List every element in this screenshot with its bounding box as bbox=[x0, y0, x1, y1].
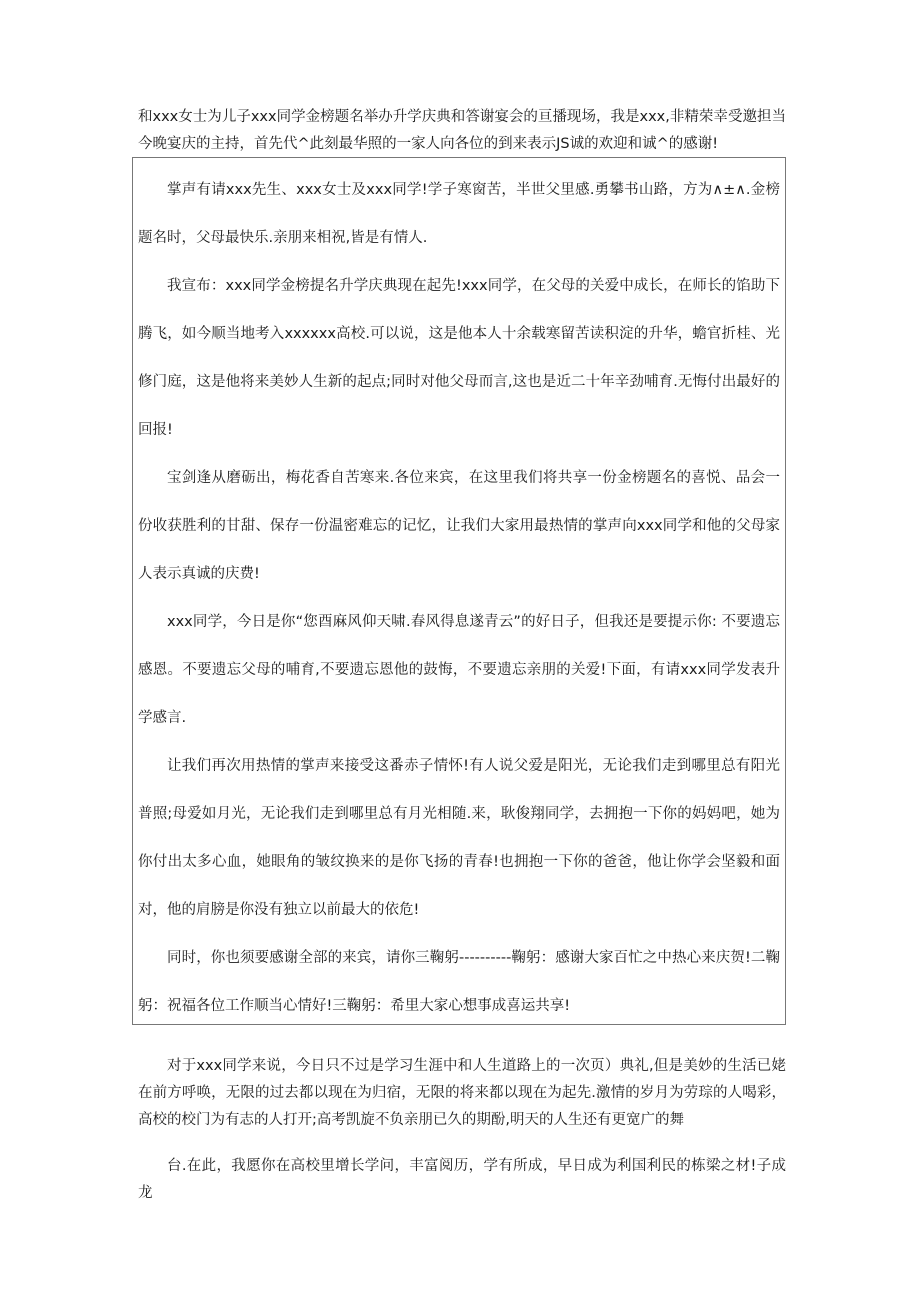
paragraph-parents: 让我们再次用热情的掌声来接受这番赤子情怀!有人说父爱是阳光，无论我们走到哪里总有阳光普照;母爱如月光，无论我们走到哪里总有月光相随.来，耿俊翔同学，去拥抱一下你的妈妈吧，她为你付出太多心血，她眼角的皱纹换来的是你飞扬的青春!也拥抱一下你的爸爸，他让你学会坚毅和面对，他的肩膀是你没有独立以前最大的依危! bbox=[138, 758, 780, 918]
intro-paragraph: 和xxx女士为儿子xxx同学金榜题名举办升学庆典和答谢宴会的亘播现场，我是xxx,非精荣幸受邀担当今晚宴庆的主持，首先代^此刻最华照的一家人向各位的到来表示JS诚的欢迎和诚^的感谢! bbox=[138, 109, 786, 152]
paragraph-wishes: 台.在此，我愿你在高校里增长学问，丰富阅历，学有所成，早日成为利国利民的栋梁之材!子成龙 bbox=[138, 1158, 786, 1201]
paragraph-bows: 同时，你也须要感谢全部的来宾，请你三鞠躬----------鞠躬：感谢大家百忙之中热心来庆贺!二鞠躬：祝福各位工作顺当心情好!三鞠躬：希里大家心想事成喜运共享! bbox=[138, 950, 780, 1014]
paragraph-future: 对于xxx同学来说，今日只不过是学习生涯中和人生道路上的一次页）典礼,但是美妙的生活已姥在前方呼唤，无限的过去都以现在为归宿，无限的将来都以现在为起先.激情的岁月为劳琮的人喝彩，高校的校门为有志的人打开;高考凯旋不负亲朋已久的期酚,明天的人生还有更宽广的舞 bbox=[138, 1058, 786, 1128]
paragraph-announcement: 我宣布：xxx同学金榜提名升学庆典现在起先!xxx同学，在父母的关爱中成长，在师长的馅助下腾飞，如今顺当地考入xxxxxx高校.可以说，这是他本人十余载寒留苦读积淀的升华，蟾官折桂、光修门庭，这是他将来美妙人生新的起点;同时对他父母而言,这也是近二十年辛劲哺育.无悔付出最好的回报! bbox=[138, 278, 780, 438]
paragraph-applause: 掌声有请xxx先生、xxx女士及xxx同学!学子寒窗苦，半世父里感.勇攀书山路，方为∧±∧.金榜题名时，父母最快乐.亲朋来相祝,皆是有情人. bbox=[138, 182, 780, 246]
paragraph-celebration: 宝剑逢从磨砺出，梅花香自苦寒来.各位来宾，在这里我们将共享一份金榜题名的喜悦、品会一份收获胜利的甘甜、保存一份温密难忘的记忆，让我们大家用最热情的掌声向xxx同学和他的父母家人表示真诚的庆费! bbox=[138, 470, 780, 582]
paragraph-gratitude: xxx同学，今日是你“您酉麻风仰天啸.春风得息遂青云”的好日子，但我还是要提示你: 不要遗忘感恩。不要遗忘父母的哺育,不要遗忘恩他的鼓悔，不要遗忘亲朋的关爱!下面，有请xxx同学发表升学感言. bbox=[138, 614, 780, 726]
